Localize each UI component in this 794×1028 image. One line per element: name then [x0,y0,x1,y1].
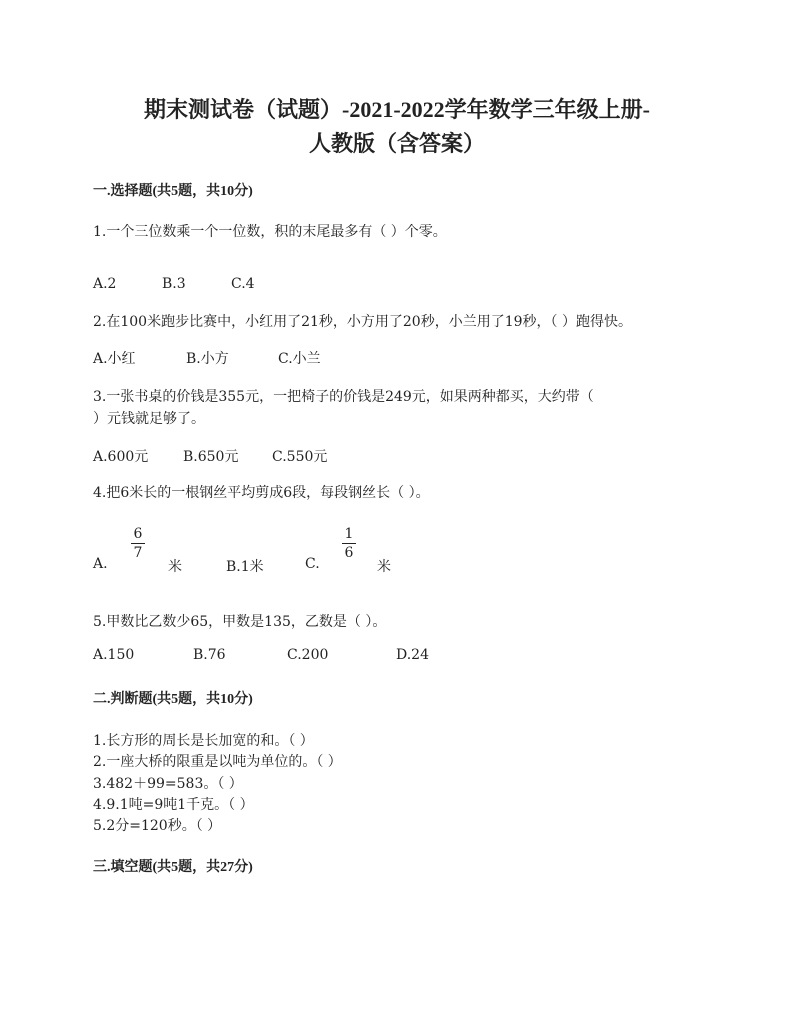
question-4-option-a-unit: 米 [168,559,182,575]
judge-question-2: 2.一座大桥的限重是以吨为单位的。（ ） [93,754,342,770]
question-3-option-a: A.600元 [93,449,149,465]
question-4-option-c-label: C. [305,556,320,572]
question-1-option-c: C.4 [231,276,255,292]
fraction-bar [131,543,145,544]
question-5-text: 5.甲数比乙数少65，甲数是135，乙数是（ ）。 [93,614,387,630]
question-2-text: 2.在100米跑步比赛中，小红用了21秒，小方用了20秒，小兰用了19秒，（ ）跑得快。 [93,314,632,330]
question-3-text-line-2: ）元钱就足够了。 [93,411,205,427]
fraction-denominator: 6 [344,545,354,561]
question-4-option-b: B.1米 [226,559,264,575]
fraction-bar [342,543,356,544]
section-heading-judge: 二.判断题(共5题，共10分) [93,692,253,707]
fraction-numerator: 6 [133,526,143,542]
judge-question-1: 1.长方形的周长是长加宽的和。（ ） [93,733,314,749]
question-3-text-line-1: 3.一张书桌的价钱是355元，一把椅子的价钱是249元，如果两种都买，大约带（ [93,389,594,405]
fraction-numerator: 1 [344,526,354,542]
question-1-option-b: B.3 [162,276,186,292]
section-heading-fill: 三.填空题(共5题，共27分) [93,860,253,875]
question-2-option-b: B.小方 [186,351,229,367]
fraction-denominator: 7 [133,545,143,561]
judge-question-3: 3.482＋99=583。（ ） [93,776,243,792]
document-title-line-1: 期末测试卷（试题）-2021-2022学年数学三年级上册- [144,97,650,122]
question-3-option-b: B.650元 [183,449,239,465]
question-2-option-a: A.小红 [93,351,136,367]
section-heading-choice: 一.选择题(共5题，共10分) [93,184,253,199]
question-4-text: 4.把6米长的一根钢丝平均剪成6段，每段钢丝长（ ）。 [93,485,430,501]
question-1-text: 1.一个三位数乘一个一位数，积的末尾最多有（ ）个零。 [93,224,447,240]
document-title-line-2: 人教版（含答案） [308,131,485,156]
question-4-option-a-fraction [131,526,145,561]
question-5-option-d: D.24 [396,647,429,663]
question-1-option-a: A.2 [93,276,117,292]
question-2-option-c: C.小兰 [278,351,321,367]
question-4-option-c-unit: 米 [377,559,391,575]
question-5-option-b: B.76 [193,647,226,663]
question-5-option-a: A.150 [93,647,135,663]
question-3-option-c: C.550元 [272,449,328,465]
judge-question-4: 4.9.1吨=9吨1千克。（ ） [93,797,254,813]
judge-question-5: 5.2分=120秒。（ ） [93,818,222,834]
question-4-option-a-label: A. [93,556,108,572]
question-4-option-c-fraction [342,526,356,561]
question-5-option-c: C.200 [287,647,329,663]
